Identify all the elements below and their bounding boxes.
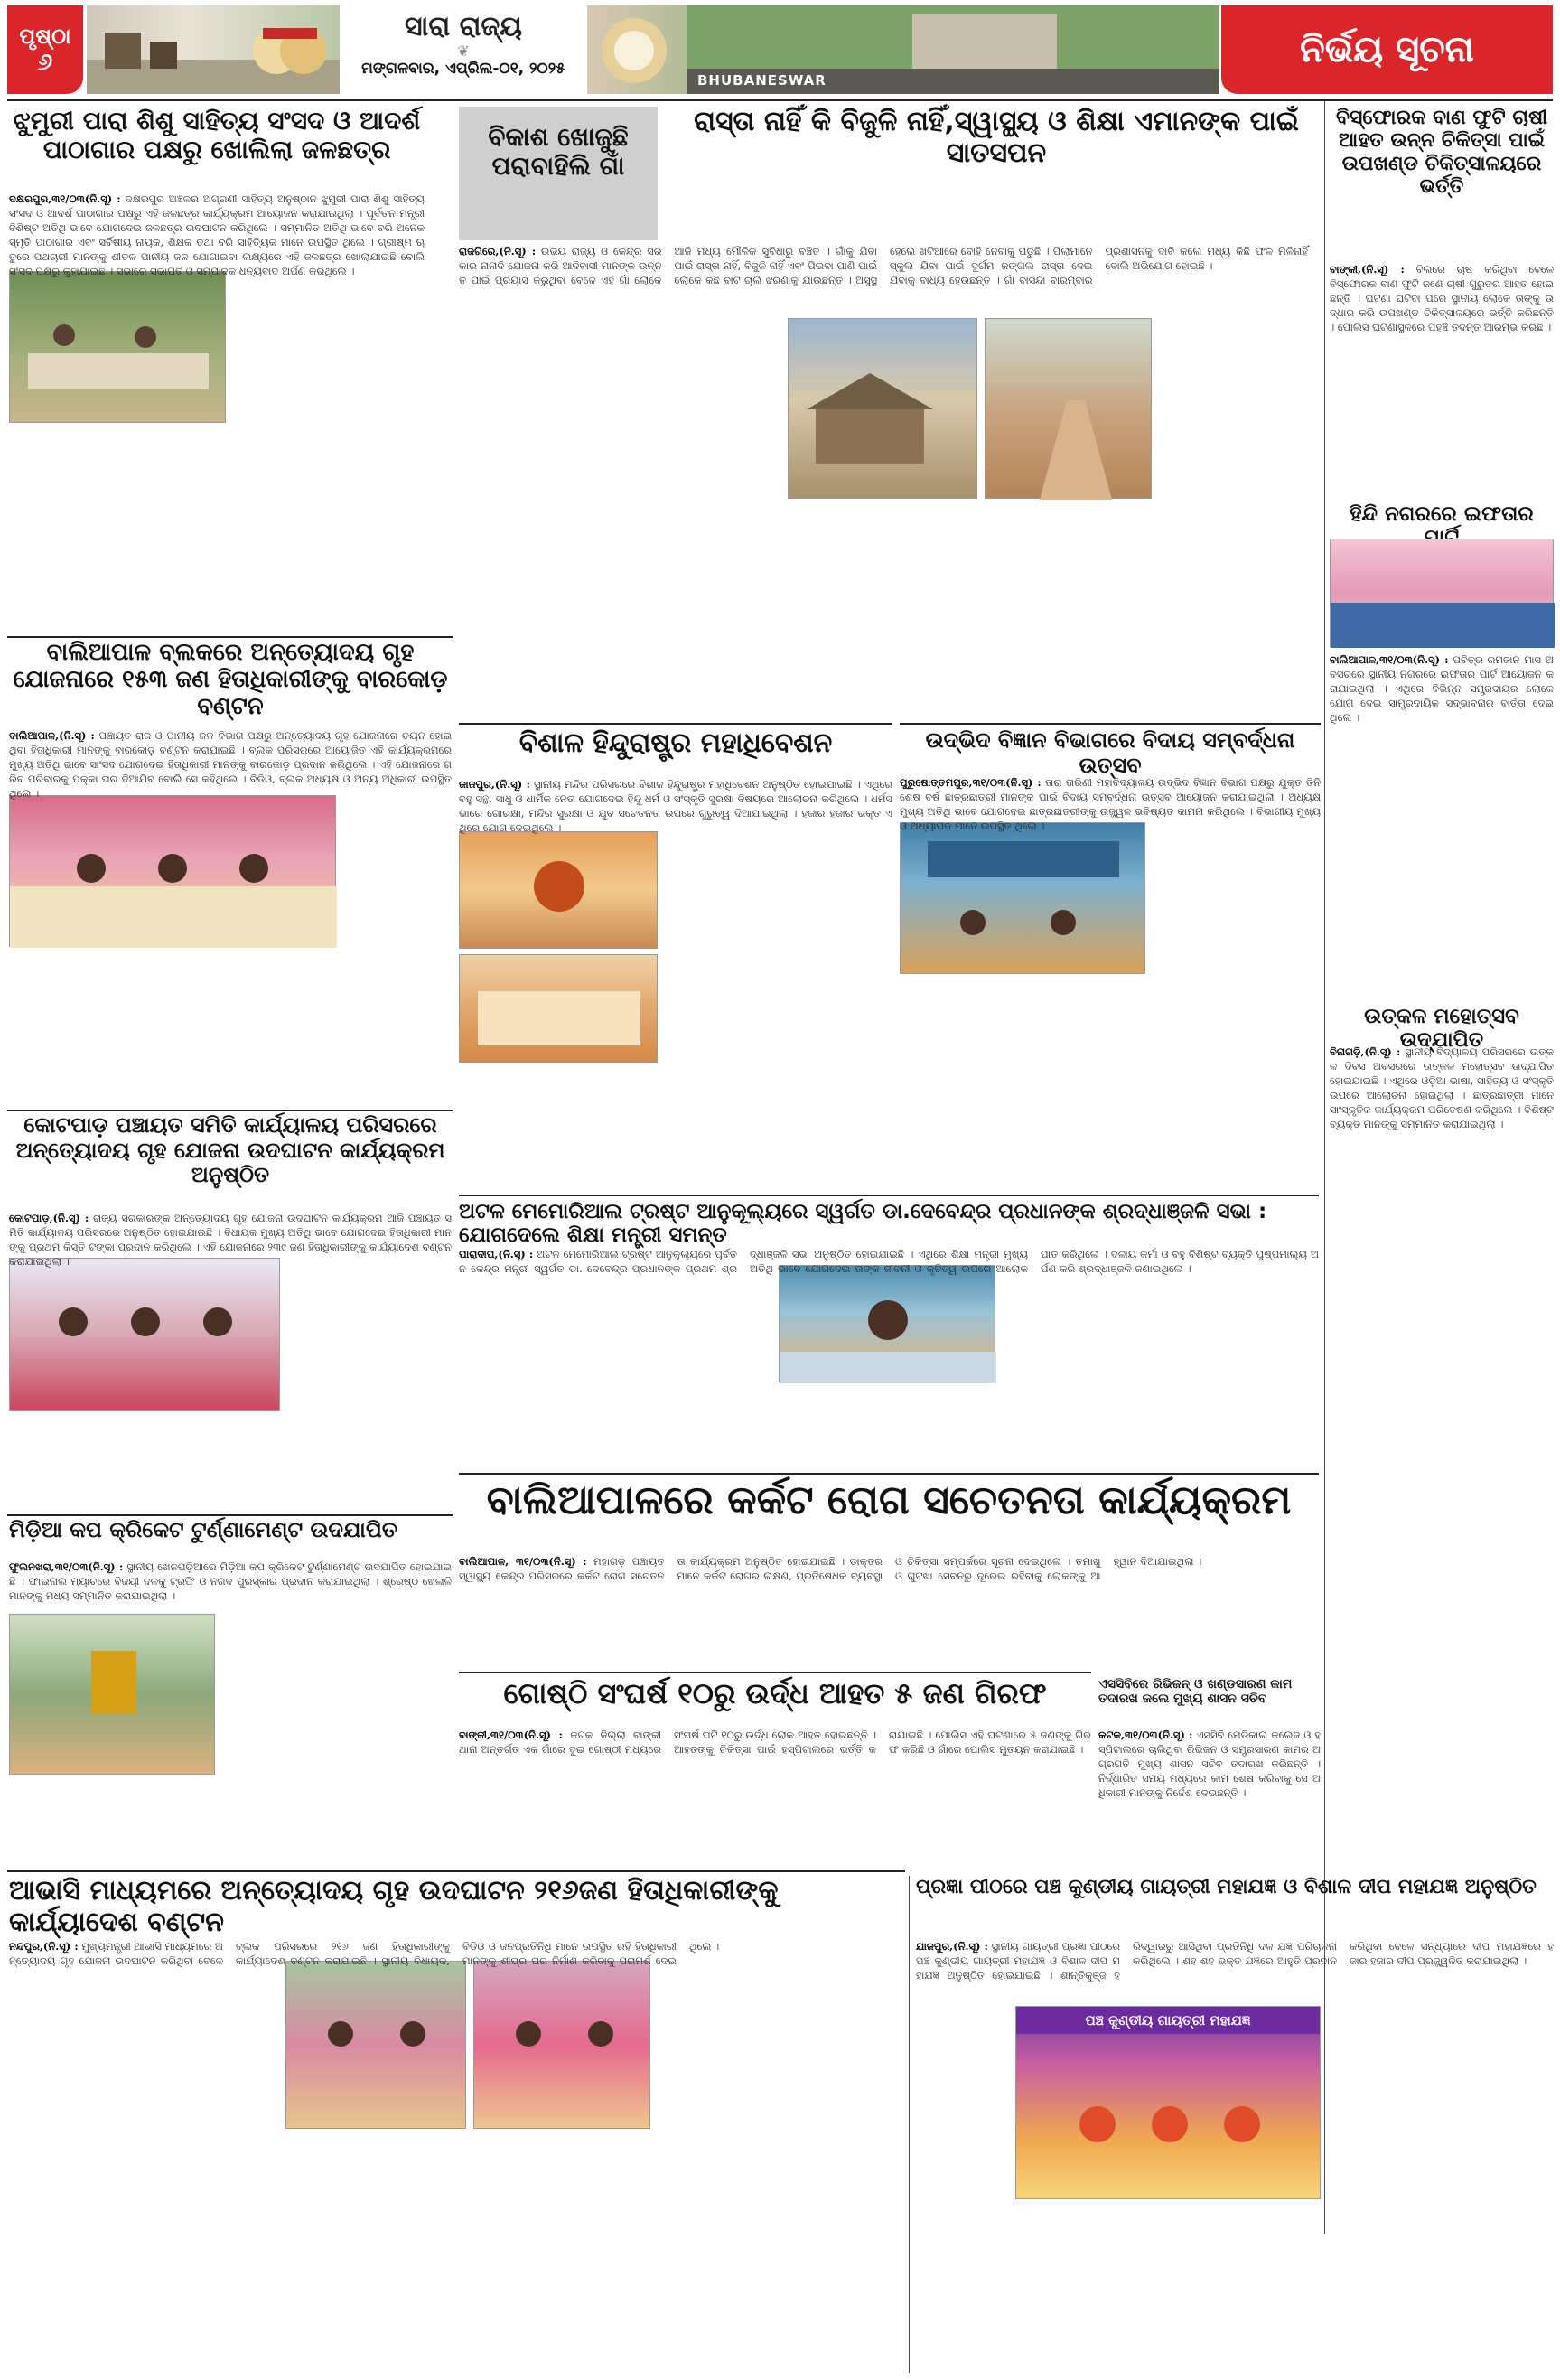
text-botany: ତାରା ତାରିଣୀ ମହାବିଦ୍ୟାଳୟ ଉଦ୍ଭିଦ ବିଜ୍ଞାନ ବିଭାଗ ପକ୍ଷରୁ ଯୁକ୍ତ ତିନି ଶେଷ ବର୍ଷ ଛାତ୍ରଛାତ୍ରୀ ମାନଙ୍କ ପାଇଁ ବିଦାୟ ସମ୍ବର୍ଦ୍ଧନା ଉତ୍ସବ ଆୟୋଜନ କରାଯାଇଥିଲା । ଅଧ୍ୟକ୍ଷ ମୁଖ୍ୟ ଅତିଥି ଭାବେ ଯୋଗଦେଇ ଛାତ୍ରଛାତ୍ରୀଙ୍କୁ ଉଜ୍ଜ୍ୱଳ ଭବିଷ୍ୟତ କାମନା କରିଥିଲେ । ବିଭାଗୀୟ ମୁଖ୍ୟ ଓ ଅଧ୍ୟାପକ ମାନେ ଉପସ୍ଥିତ ଥିଲେ । xyxy=(900,776,1321,832)
ornament-divider: ❦ xyxy=(457,42,470,60)
page-number-badge xyxy=(7,5,83,94)
text-media-cup: ସ୍ଥାନୀୟ ଖେଳପଡ଼ିଆରେ ମିଡ଼ିଆ କପ କ୍ରିକେଟ ଟୁର୍ଣ୍ଣାମେଣ୍ଟ ଉଦଯାପିତ ହୋଇଯାଇଛି । ଫାଇନାଲ ମ୍ୟାଚରେ ବିଜୟୀ ଦଳକୁ ଟ୍ରଫି ଓ ନଗଦ ପୁରସ୍କାର ପ୍ରଦାନ କରାଯାଇଥିଲା । ଶ୍ରେଷ୍ଠ ଖେଳାଳି ମାନଙ୍କୁ ମଧ୍ୟ ସମ୍ମାନିତ କରାଯାଇଥିଲା । xyxy=(9,1560,453,1602)
headline-water-kiosk: ଝୁମୁରୀ ପାରା ଶିଶୁ ସାହିତ୍ୟ ସଂସଦ ଓ ଆଦର୍ଶ ପାଠାଗାର ପକ୍ଷରୁ ଖୋଲିଲା ଜଳଛତ୍ର xyxy=(13,106,421,165)
text-cancer: ମହାଗଡ଼ ପଞ୍ଚାୟତ ସ୍ୱାସ୍ଥ୍ୟ କେନ୍ଦ୍ର ପରିସରରେ କର୍କଟ ରୋଗ ସଚେତନତା କାର୍ଯ୍ୟକ୍ରମ ଅନୁଷ୍ଠିତ ହୋଇଯାଇଛି । ଡାକ୍ତର ମାନେ କର୍କଟ ରୋଗର ଲକ୍ଷଣ, ପ୍ରତିଷେଧକ ବ୍ୟବସ୍ଥା ଓ ଚିକିତ୍ସା ସମ୍ପର୍କରେ ସୂଚନା ଦେଇଥିଲେ । ତମାଖୁ ଓ ଗୁଟଖା ସେବନରୁ ଦୂରେଇ ରହିବାକୁ ଲୋକଙ୍କୁ ଆହ୍ୱାନ ଦିଆଯାଇଥିଲା । xyxy=(459,1555,1202,1582)
byline-scb: କଟକ,୩୧/୦୩(ନି.ସୂ) : xyxy=(1098,1729,1193,1741)
kicker-village: ବିକାଶ ଖୋଜୁଛି ପରାବାହିଲି ଗାଁ xyxy=(459,107,658,240)
headline-gayatri: ପ୍ରଜ୍ଞା ପୀଠରେ ପଞ୍ଚ କୁଣ୍ଡୀୟ ଗାୟତ୍ରୀ ମହାଯଜ୍ଞ ଓ ବିଶାଳ ଦୀପ ମହାଯଜ୍ଞ ଅନୁଷ୍ଠିତ xyxy=(916,1876,1537,1898)
text-virtual-housing: ମୁଖ୍ୟମନ୍ତ୍ରୀ ଆଭାସି ମାଧ୍ୟମରେ ଅନ୍ତ୍ୟୋଦୟ ଗୃହ ଯୋଜନା ଉଦଘାଟନ କରିଥିବା ବେଳେ ବ୍ଲକ ପରିସରରେ ୨୧୬ ଜଣ ହିତାଧିକାରୀଙ୍କୁ କାର୍ଯ୍ୟାଦେଶ ବଣ୍ଟନ କରାଯାଇଛି । ସ୍ଥାନୀୟ ବିଧାୟକ, ବିଡିଓ ଓ ଜନପ୍ରତିନିଧି ମାନେ ଉପସ୍ଥିତ ରହି ହିତାଧିକାରୀ ମାନଙ୍କୁ ଶୀଘ୍ର ଘର ନିର୍ମାଣ କରିବାକୁ ପରାମର୍ଶ ଦେଇଥିଲେ । xyxy=(9,1940,720,1967)
text-barcode: ପଞ୍ଚାୟତ ରାଜ ଓ ପାନୀୟ ଜଳ ବିଭାଗ ପକ୍ଷରୁ ଅନ୍ତ୍ୟୋଦୟ ଗୃହ ଯୋଜନାରେ ଚୟନ ହୋଇଥିବା ହିତାଧିକାରୀ ମାନଙ୍କୁ ବାରକୋଡ଼ ବଣ୍ଟନ କରାଯାଇଛି । ବ୍ଲକ ପରିସରରେ ଆୟୋଜିତ ଏହି କାର୍ଯ୍ୟକ୍ରମରେ ମୁଖ୍ୟ ଅତିଥି ଭାବେ ସାଂସଦ ଯୋଗଦେଇ ହିତାଧିକାରୀ ମାନଙ୍କୁ ବାରକୋଡ଼ ପ୍ରଦାନ କରିଥିଲେ । ଏହି ଯୋଜନାରେ ଗରିବ ପରିବାରକୁ ପକ୍କା ଘର ଦିଆଯିବ ବୋଲି ସେ କହିଥିଲେ । ବିଡିଓ, ବ୍ଲକ ଅଧ୍ୟକ୍ଷ ଓ ଅନ୍ୟ ଅଧିକାରୀ ଉପସ୍ଥିତ ଥିଲେ । xyxy=(9,729,453,800)
headline-atal: ଅଟଳ ମେମୋରିଆଲ ଟ୍ରଷ୍ଟ ଆନୁକୂଲ୍ୟରେ ସ୍ୱର୍ଗତ ଡା.ଦେବେନ୍ଦ୍ର ପ୍ରଧାନଙ୍କ ଶ୍ରଦ୍ଧାଞ୍ଜଳି ସଭା : ଯୋଗଦେଲେ ଶିକ୍ଷା ମନ୍ତ୍ରୀ ସମନ୍ତ xyxy=(459,1200,1267,1248)
rule-a4 xyxy=(7,636,453,638)
masthead-illustration-left xyxy=(87,5,340,94)
text-village: ଉଭୟ ରାଜ୍ୟ ଓ କେନ୍ଦ୍ର ସରକାର ନାନାଦି ଯୋଜନା କରି ଆଦିବାସୀ ମାନଙ୍କ ଉନ୍ନତି ପାଇଁ ପ୍ରୟାସ କରୁଥିବା ବେଳେ ଏହି ଗାଁ ଲୋକେ ଆଜି ମଧ୍ୟ ମୌଳିକ ସୁବିଧାରୁ ବଞ୍ଚିତ । ଗାଁକୁ ଯିବା ପାଇଁ ରାସ୍ତା ନାହିଁ, ବିଜୁଳି ନାହିଁ ଏବଂ ପିଇବା ପାଣି ପାଇଁ ଲୋକେ କିଛି ବାଟ ଚାଲି ଝରଣାକୁ ଯାଉଛନ୍ତି । ଅସୁସ୍ଥ ହେଲେ ଖଟିଆରେ ବୋହି ନେବାକୁ ପଡୁଛି । ପିଲାମାନେ ସ୍କୁଲ ଯିବା ପାଇଁ ଦୁର୍ଗମ ଜଙ୍ଗଲ ରାସ୍ତା ଦେଇ ଯିବାକୁ ବାଧ୍ୟ ହେଉଛନ୍ତି । ଗାଁ ବାସିନ୍ଦା ବାରମ୍ବାର ପ୍ରଶାସନକୁ ଦାବି କଲେ ମଧ୍ୟ କିଛି ଫଳ ମିଳିନାହିଁ ବୋଲି ଅଭିଯୋଗ ହୋଇଛି । xyxy=(459,245,1308,286)
headline-clash: ଗୋଷ୍ଠି ସଂଘର୍ଷ ୧୦ରୁ ଉର୍ଦ୍ଧ ଆହତ ୫ ଜଣ ଗିରଫ xyxy=(503,1676,1047,1710)
body-kotpad xyxy=(9,1211,452,1509)
body-clash xyxy=(459,1728,1091,1863)
body-water-kiosk xyxy=(9,192,425,634)
rule-a15 xyxy=(7,1870,905,1872)
byline-barcode: ବାଲିଆପାଳ,(ନି.ସୂ) : xyxy=(9,729,95,742)
issue-date: ମଙ୍ଗଳବାର, ଏପ୍ରିଲ-୦୧, ୨୦୨୫ xyxy=(361,60,565,78)
byline-media-cup: ଫୁଲନଖରା,୩୧/୦୩(ନି.ସୂ) : xyxy=(9,1560,124,1573)
photo-iftar xyxy=(1330,539,1554,647)
byline-utkal: ବିନାଗଡ଼ି,(ନି.ସୂ) : xyxy=(1330,1045,1401,1058)
body-utkal xyxy=(1330,1045,1554,1912)
byline-iftar: ବାଲିଆପାଳ,୩୧/୦୩(ନି.ସୂ) : xyxy=(1330,653,1449,666)
text-scb: ଏସସିବି ମେଡିକାଲ କଲେଜ ଓ ହସ୍ପିଟାଲରେ ଚାଲିଥିବା ରିଭିଜନ ଓ ସମ୍ପ୍ରସାରଣ କାମର ଅଗ୍ରଗତି ମୁଖ୍ୟ ଶାସନ ସଚିବ ତଦାରଖ କରିଛନ୍ତି । ନିର୍ଦ୍ଧାରିତ ସମୟ ମଧ୍ୟରେ କାମ ଶେଷ କରିବାକୁ ସେ ଅଧିକାରୀ ମାନଙ୍କୁ ନିର୍ଦ୍ଦେଶ ଦେଇଛନ୍ତି । xyxy=(1098,1729,1322,1799)
body-iftar xyxy=(1330,652,1554,987)
text-hindurashtra: ସ୍ଥାନୀୟ ମନ୍ଦିର ପରିସରରେ ବିଶାଳ ହିନ୍ଦୁରାଷ୍ଟ୍ର ମହାଧିବେଶନ ଅନୁଷ୍ଠିତ ହୋଇଯାଇଛି । ଏଥିରେ ବହୁ ସନ୍ଥ, ସାଧୁ ଓ ଧାର୍ମିକ ନେତା ଯୋଗଦେଇ ହିନ୍ଦୁ ଧର୍ମ ଓ ସଂସ୍କୃତି ସୁରକ୍ଷା ବିଷୟରେ ଆଲୋଚନା କରିଥିଲେ । ଧର୍ମସଭାରେ ଗୋରକ୍ଷା, ମନ୍ଦିର ସୁରକ୍ଷା ଓ ଯୁବ ସଚେତନତା ଉପରେ ଗୁରୁତ୍ୱ ଦିଆଯାଇଥିଲା । ହଜାର ହଜାର ଭକ୍ତ ଏଥିରେ ଯୋଗ ଦେଇଥିଲେ । xyxy=(459,778,893,834)
page-number: ୬ xyxy=(37,48,53,76)
headline-cancer: ବାଲିଆପାଳରେ କର୍କଟ ରୋଗ ସଚେତନତା କାର୍ଯ୍ୟକ୍ରମ xyxy=(486,1477,1292,1523)
masthead-center xyxy=(341,5,585,94)
headline-iftar: ହିନ୍ଦି ନଗରରେ ଇଫତାର xyxy=(1350,502,1534,526)
headline-village: ରାସ୍ତା ନାହିଁ କି ବିଜୁଳି ନାହିଁ,ସ୍ୱାସ୍ଥ୍ୟ ଓ ଶିକ୍ଷା ଏମାନଙ୍କ ପାଇଁ ସାତସପନ xyxy=(694,106,1299,169)
body-media-cup xyxy=(9,1560,452,1858)
masthead-rule xyxy=(7,99,1553,101)
body-firecracker xyxy=(1330,262,1554,493)
byline-village: ରାଜଗିରେ,(ନି.ସୂ) : xyxy=(459,245,537,258)
column-divider-bottom xyxy=(909,1876,910,2373)
city-sign: BHUBANESWAR xyxy=(697,72,827,89)
rule-a13 xyxy=(459,1672,1091,1673)
byline-virtual-housing: ନନ୍ଦପୁର,(ନି.ସୂ) : xyxy=(9,1940,79,1953)
rule-a5 xyxy=(459,723,892,725)
rule-a11 xyxy=(459,1473,1319,1475)
body-village xyxy=(459,244,1308,705)
text-atal: ଅଟଳ ମେମୋରିଆଲ ଟ୍ରଷ୍ଟ ଆନୁକୂଲ୍ୟରେ ପୂର୍ବତନ କେନ୍ଦ୍ର ମନ୍ତ୍ରୀ ସ୍ୱର୍ଗତ ଡା. ଦେବେନ୍ଦ୍ର ପ୍ରଧାନଙ୍କ ପ୍ରଥମ ଶ୍ରଦ୍ଧାଞ୍ଜଳି ସଭା ଅନୁଷ୍ଠିତ ହୋଇଯାଇଛି । ଏଥିରେ ଶିକ୍ଷା ମନ୍ତ୍ରୀ ମୁଖ୍ୟ ଅତିଥି ଭାବେ ଯୋଗଦେଇ ତାଙ୍କ ଜୀବନୀ ଓ କୃତିତ୍ୱ ଉପରେ ଆଲୋକପାତ କରିଥିଲେ । ଦଳୀୟ କର୍ମୀ ଓ ବହୁ ବିଶିଷ୍ଟ ବ୍ୟକ୍ତି ପୁଷ୍ପମାଲ୍ୟ ଅର୍ପଣ କରି ଶ୍ରଦ୍ଧାଞ୍ଜଳି ଜଣାଇଥିଲେ । xyxy=(459,1248,1319,1275)
paper-name: ନିର୍ଭୟ ସୂଚନା xyxy=(1300,29,1474,70)
headline-utkal: ଉତ୍କଳ ମହୋତ୍ସବ ଉଦ୍ଯାପିତ xyxy=(1364,1005,1519,1053)
headline-firecracker: ବିସ୍ଫୋରକ ବାଣ ଫୁଟି ଚାଷୀ ଆହତ ଉନ୍ନ ଚିକିତ୍ସା ପାଇଁ ଉପଖଣ୍ଡ ଚିକିତ୍ସାଳୟରେ ଭର୍ତ୍ତି xyxy=(1335,107,1547,198)
headline-kotpad: କୋଟପାଡ଼ ପଞ୍ଚାୟତ ସମିତି କାର୍ଯ୍ୟାଳୟ ପରିସରରେ ଅନ୍ତ୍ୟୋଦୟ ଗୃହ ଯୋଜନା ଉଦଘାଟନ କାର୍ଯ୍ୟକ୍ରମ ଅନୁଷ୍ଠିତ xyxy=(15,1112,445,1188)
byline-kotpad: କୋଟପାଡ଼,(ନି.ସୂ) : xyxy=(9,1212,89,1224)
banner-gayatri: ପଞ୍ଚ କୁଣ୍ଡୀୟ ଗାୟତ୍ରୀ ମହାଯଜ୍ଞ xyxy=(1016,2007,1320,2034)
body-scb xyxy=(1098,1728,1321,1863)
body-barcode xyxy=(9,728,452,1108)
rule-a9 xyxy=(459,1195,1319,1196)
byline-gayatri: ଯାଜପୁର,(ନି.ସୂ) : xyxy=(916,1940,988,1953)
text-gayatri: ସ୍ଥାନୀୟ ଗାୟତ୍ରୀ ପ୍ରଜ୍ଞା ପୀଠରେ ପଞ୍ଚ କୁଣ୍ଡୀୟ ଗାୟତ୍ରୀ ମହାଯଜ୍ଞ ଓ ବିଶାଳ ଦୀପ ମହାଯଜ୍ଞ ଅନୁଷ୍ଠିତ ହୋଇଯାଇଛି । ଶାନ୍ତିକୁଞ୍ଜ ହରିଦ୍ୱାରରୁ ଆସିଥିବା ପ୍ରତିନିଧି ଦଳ ଯଜ୍ଞ ପରିଚାଳନା କରିଥିଲେ । ଶହ ଶହ ଭକ୍ତ ଯଜ୍ଞରେ ଆହୁତି ପ୍ରଦାନ କରିଥିବା ବେଳେ ସନ୍ଧ୍ୟାରେ ଦୀପ ମହାଯଜ୍ଞରେ ହଜାର ହଜାର ଦୀପ ପ୍ରଜ୍ଜ୍ୱଳିତ କରାଯାଇଥିଲା । xyxy=(916,1940,1554,1982)
rule-a8 xyxy=(7,1110,453,1111)
text-utkal: ସ୍ଥାନୀୟ ବିଦ୍ୟାଳୟ ପରିସରରେ ଉତ୍କଳ ଦିବସ ଅବସରରେ ଉତ୍କଳ ମହୋତ୍ସବ ଉଦ୍ଯାପିତ ହୋଇଯାଇଛି । ଏଥିରେ ଓଡ଼ିଆ ଭାଷା, ସାହିତ୍ୟ ଓ ସଂସ୍କୃତି ଉପରେ ଆଲୋଚନା ହୋଇଥିଲା । ଛାତ୍ରଛାତ୍ରୀ ମାନେ ସାଂସ୍କୃତିକ କାର୍ଯ୍ୟକ୍ରମ ପରିବେଷଣ କରିଥିଲେ । ବିଶିଷ୍ଟ ବ୍ୟକ୍ତି ମାନଙ୍କୁ ସମ୍ମାନିତ କରାଯାଇଥିଲା । xyxy=(1330,1045,1554,1130)
body-atal xyxy=(459,1247,1319,1473)
byline-botany: ପୁରୁଷୋତ୍ତମପୁର,୩୧/୦୩(ନି.ସୂ) : xyxy=(900,776,1042,789)
rule-a6 xyxy=(900,723,1321,725)
page-label: ପୃଷ୍ଠା xyxy=(19,23,71,49)
byline-water-kiosk: ଦକ୍ଷରପୁର,୩୧/୦୩(ନି.ସୂ) : xyxy=(9,192,121,205)
byline-cancer: ବାଲିଆପାଳ, ୩୧/୦୩(ନି.ସୂ) : xyxy=(459,1555,587,1568)
headline-hindurashtra: ବିଶାଳ ହିନ୍ଦୁରାଷ୍ଟ୍ର ମହାଧିବେଶନ xyxy=(518,727,833,759)
masthead-illustration-right xyxy=(587,5,1219,94)
headline-barcode: ବାଲିଆପାଳ ବ୍ଲକରେ ଅନ୍ତ୍ୟୋଦୟ ଗୃହ ଯୋଜନାରେ ୧୫୩ ଜଣ ହିତାଧିକାରୀଙ୍କୁ ବାରକୋଡ଼ ବଣ୍ଟନ xyxy=(13,639,448,720)
text-firecracker: ବିଲରେ ଚାଷ କରିଥିବା ବେଳେ ବିସ୍ଫୋରକ ବାଣ ଫୁଟି ଜଣେ ଚାଷୀ ଗୁରୁତର ଆହତ ହୋଇଛନ୍ତି । ଘଟଣା ଘଟିବା ପରେ ସ୍ଥାନୀୟ ଲୋକେ ତାଙ୍କୁ ଉଦ୍ଧାର କରି ଉପଖଣ୍ଡ ଚିକିତ୍ସାଳୟରେ ଭର୍ତ୍ତି କରିଛନ୍ତି । ପୋଲିସ ଘଟଣାସ୍ଥଳରେ ପହଞ୍ଚି ତଦନ୍ତ ଆରମ୍ଭ କରିଛି । xyxy=(1330,263,1554,333)
text-kotpad: ରାଜ୍ୟ ସରକାରଙ୍କ ଅନ୍ତ୍ୟୋଦୟ ଗୃହ ଯୋଜନା ଉଦଘାଟନ କାର୍ଯ୍ୟକ୍ରମ ଆଜି ପଞ୍ଚାୟତ ସମିତି କାର୍ଯ୍ୟାଳୟ ପରିସରରେ ଅନୁଷ୍ଠିତ ହୋଇଯାଇଛି । ବିଧାୟକ ମୁଖ୍ୟ ଅତିଥି ଭାବେ ଯୋଗଦେଇ ହିତାଧିକାରୀ ମାନଙ୍କୁ ପ୍ରଥମ କିସ୍ତି ଟଙ୍କା ପ୍ରଦାନ କରିଥିଲେ । ଏହି ଯୋଜନାରେ ୨୩୯ ଜଣ ହିତାଧିକାରୀଙ୍କୁ କାର୍ଯ୍ୟାଦେଶ ବଣ୍ଟନ କରାଯାଇଥିଲା । xyxy=(9,1212,452,1268)
headline-virtual-housing: ଆଭାସି ମାଧ୍ୟମରେ ଅନ୍ତ୍ୟୋଦୟ ଗୃହ ଉଦଘାଟନ ୨୧୬ଜଣ ହିତାଧିକାରୀଙ୍କୁ କାର୍ଯ୍ୟାଦେଶ ବଣ୍ଟନ xyxy=(9,1875,779,1938)
city-scene-icon xyxy=(587,5,1219,94)
text-iftar: ପବିତ୍ର ରମଜାନ ମାସ ଅବସରରେ ସ୍ଥାନୀୟ ନଗରରେ ଇଫତାର ପାର୍ଟି ଆୟୋଜନ କରାଯାଇଥିଲା । ଏଥିରେ ବିଭିନ୍ନ ସମ୍ପ୍ରଦାୟର ଲୋକେ ଯୋଗ ଦେଇ ସାମ୍ପ୍ରଦାୟିକ ସଦ୍ଭାବନାର ବାର୍ତ୍ତା ଦେଇଥିଲେ । xyxy=(1330,653,1555,724)
byline-firecracker: ବାଙ୍କୀ,(ନି.ସୂ) : xyxy=(1330,263,1405,276)
section-title: ସାରା ରାଜ୍ୟ xyxy=(404,11,523,42)
byline-clash: ବାଙ୍କୀ,୩୧/୦୩(ନି.ସୂ) : xyxy=(459,1729,563,1741)
text-water-kiosk: ଦକ୍ଷରପୁର ଅଞ୍ଚଳର ଅଗ୍ରଣୀ ସାହିତ୍ୟ ଅନୁଷ୍ଠାନ ଝୁମୁରୀ ପାରା ଶିଶୁ ସାହିତ୍ୟ ସଂସଦ ଓ ଆଦର୍ଶ ପାଠାଗାର ପକ୍ଷରୁ ଏହି ଜଳଛତ୍ର କାର୍ଯ୍ୟକ୍ରମ ଆୟୋଜନ କରାଯାଇଥିଲା । ପୂର୍ବତନ ମନ୍ତ୍ରୀ ବିଶିଷ୍ଟ ଅତିଥି ଭାବେ ଯୋଗଦେଇ ଜଳଛତ୍ର ଉଦଘାଟନ କରିଥିଲେ । ସମ୍ମାନିତ ଅତିଥି ଭାବେ ବରି ଅନେକ ସ୍ମୃତି ପାଠାଗାର ଏବଂ ସର୍ବିଷୀୟ ନାୟକ, ଶିକ୍ଷକ ତଥା ବରି ସାହିତ୍ୟିକ ମାନେ ଉପସ୍ଥିତ ଥିଲେ । ଗ୍ରୀଷ୍ମ ଋତୁରେ ପଥଚାରୀ ମାନଙ୍କୁ ଶୀତଳ ପାନୀୟ ଜଳ ଯୋଗାଇବା ଲକ୍ଷ୍ୟରେ ଏହି ଜଳଛତ୍ର ଖୋଲାଯାଇଛି ବୋଲି ସଂସଦ ପକ୍ଷରୁ କୁହାଯାଇଛି । ସଭାରେ ସଭାପତି ଓ ସମ୍ପାଦକ ଧନ୍ୟବାଦ ଅର୍ପଣ କରିଥିଲେ । xyxy=(9,192,425,277)
body-virtual-housing xyxy=(9,1939,903,2373)
byline-hindurashtra: ଜାଜପୁର,(ନି.ସୂ) : xyxy=(459,778,530,791)
headline-media-cup: ମିଡ଼ିଆ କପ କ୍ରିକେଟ ଟୁର୍ଣ୍ଣାମେଣ୍ଟ ଉଦଯାପିତ xyxy=(9,1517,397,1542)
text-clash: କଟକ ଜିଲ୍ଲା ବାଙ୍କୀ ଥାନା ଅନ୍ତର୍ଗତ ଏକ ଗାଁରେ ଦୁଇ ଗୋଷ୍ଠୀ ମଧ୍ୟରେ ସଂଘର୍ଷ ଘଟି ୧୦ରୁ ଉର୍ଦ୍ଧ ଲୋକ ଆହତ ହୋଇଛନ୍ତି । ଆହତଙ୍କୁ ଚିକିତ୍ସା ପାଇଁ ହସ୍ପିଟାଲରେ ଭର୍ତ୍ତି କରାଯାଇଛି । ପୋଲିସ ଏହି ଘଟଣାରେ ୫ ଜଣଙ୍କୁ ଗିରଫ କରିଛି ଓ ଗାଁରେ ପୋଲିସ ମୁତୟନ କରାଯାଇଛି । xyxy=(459,1729,1091,1756)
byline-atal: ପାରାଦୀପ,(ନି.ସୂ) : xyxy=(459,1248,534,1260)
temple-art-icon xyxy=(87,5,340,94)
body-cancer xyxy=(459,1554,1319,1670)
paper-name-badge xyxy=(1221,5,1553,94)
headline-scb: ଏସସିବିରେ ରିଭିଜନ୍ ଓ ଖଣ୍ଡସାରଣ କାମ ତଦାରଖ କଲେ ମୁଖ୍ୟ ଶାସନ ସଚିବ xyxy=(1098,1677,1293,1707)
body-botany xyxy=(900,775,1321,1193)
body-gayatri xyxy=(916,1939,1554,2373)
headline-botany: ଉଦ୍ଭିଦ ବିଜ୍ଞାନ ବିଭାଗରେ ବିଦାୟ ସମ୍ବର୍ଦ୍ଧନା ଉତ୍ସବ xyxy=(925,727,1295,778)
rule-a12 xyxy=(7,1514,453,1516)
body-hindurashtra xyxy=(459,777,892,1193)
